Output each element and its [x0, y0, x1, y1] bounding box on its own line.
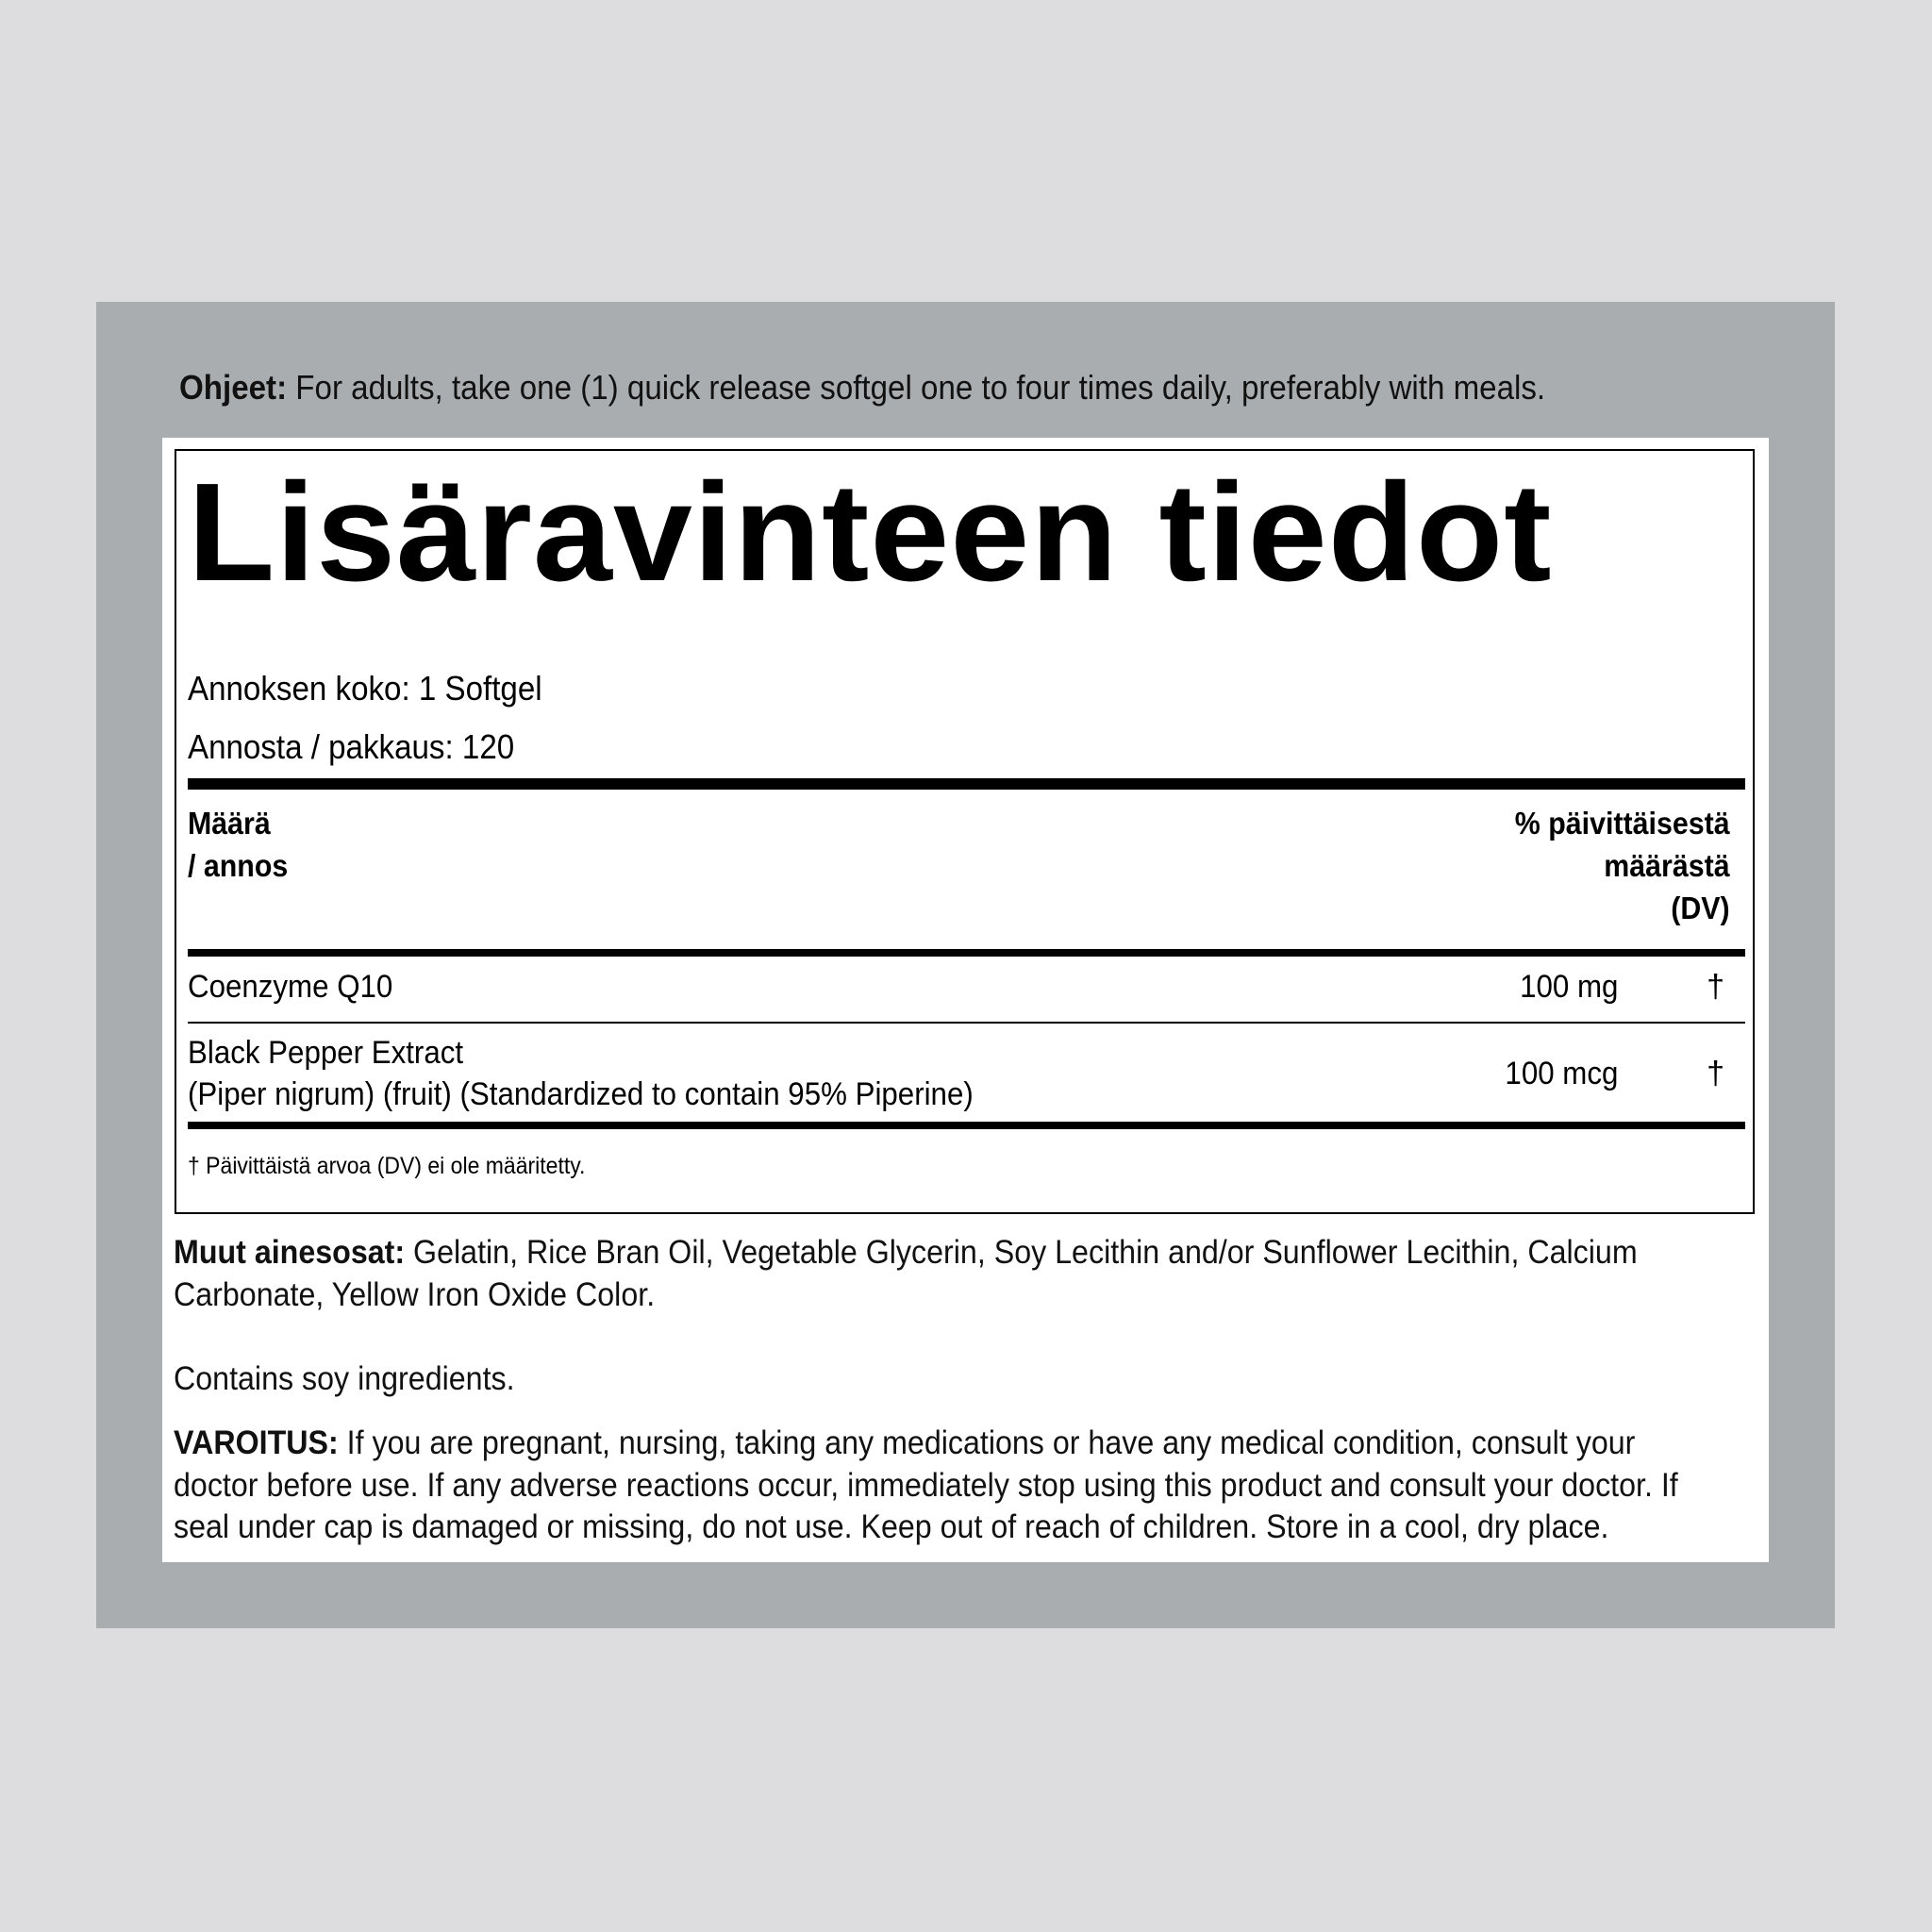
warning-label: VAROITUS: — [174, 1424, 339, 1461]
directions-label: Ohjeet: — [179, 368, 288, 407]
serving-size: Annoksen koko: 1 Softgel — [188, 669, 542, 708]
nutrient-dv: † — [1707, 1056, 1724, 1091]
dv-header-line-2: määrästä — [1604, 848, 1730, 883]
other-ingredients-label: Muut ainesosat: — [174, 1234, 406, 1271]
divider-row — [188, 1022, 1745, 1024]
nutrient-dv: † — [1707, 969, 1724, 1005]
amount-header-line-2: / annos — [188, 848, 289, 883]
divider-thick-top — [188, 778, 1745, 790]
amount-header-line-1: Määrä — [188, 806, 271, 841]
nutrient-amount: 100 mg — [1519, 969, 1618, 1005]
dv-header-line-3: (DV) — [1671, 891, 1730, 925]
nutrient-amount: 100 mcg — [1505, 1056, 1618, 1091]
other-ingredients-text: Gelatin, Rice Bran Oil, Vegetable Glycerin, Soy Lecithin and/or Sunflower Lecithin, Calcium Carbonate, Yellow Iron Oxide Color. — [174, 1234, 1638, 1313]
facts-title: Lisäravinteen tiedot — [188, 455, 1553, 610]
servings-per-container: Annosta / pakkaus: 120 — [188, 727, 515, 766]
dv-footnote: † Päivittäistä arvoa (DV) ei ole määritetty. — [188, 1153, 586, 1179]
allergen-statement: Contains soy ingredients. — [174, 1360, 515, 1397]
supplement-label — [162, 438, 1769, 1562]
divider-bottom — [188, 1122, 1745, 1129]
dv-header-line-1: % päivittäisestä — [1515, 806, 1730, 841]
directions-text — [179, 366, 1545, 409]
nutrient-name: Coenzyme Q10 — [188, 969, 393, 1005]
daily-value-header — [1515, 802, 1730, 929]
divider-header — [188, 949, 1745, 957]
supplement-facts-box — [175, 449, 1755, 1214]
warning-text: If you are pregnant, nursing, taking any medications or have any medical condition, consult your doctor before use. If any adverse reactions occur, immediately stop using this product and consult your doctor. If seal under cap is damaged or missing, do not use. Keep out of reach of children. Store in a cool, dry place. — [174, 1424, 1678, 1545]
nutrient-subtext: (Piper nigrum) (fruit) (Standardized to contain 95% Piperine) — [188, 1076, 974, 1112]
amount-per-serving-header — [188, 802, 288, 887]
other-ingredients — [174, 1232, 1701, 1316]
nutrient-name: Black Pepper Extract — [188, 1035, 464, 1071]
warning — [174, 1423, 1701, 1549]
directions-body: For adults, take one (1) quick release softgel one to four times daily, preferably with meals. — [287, 368, 1546, 407]
